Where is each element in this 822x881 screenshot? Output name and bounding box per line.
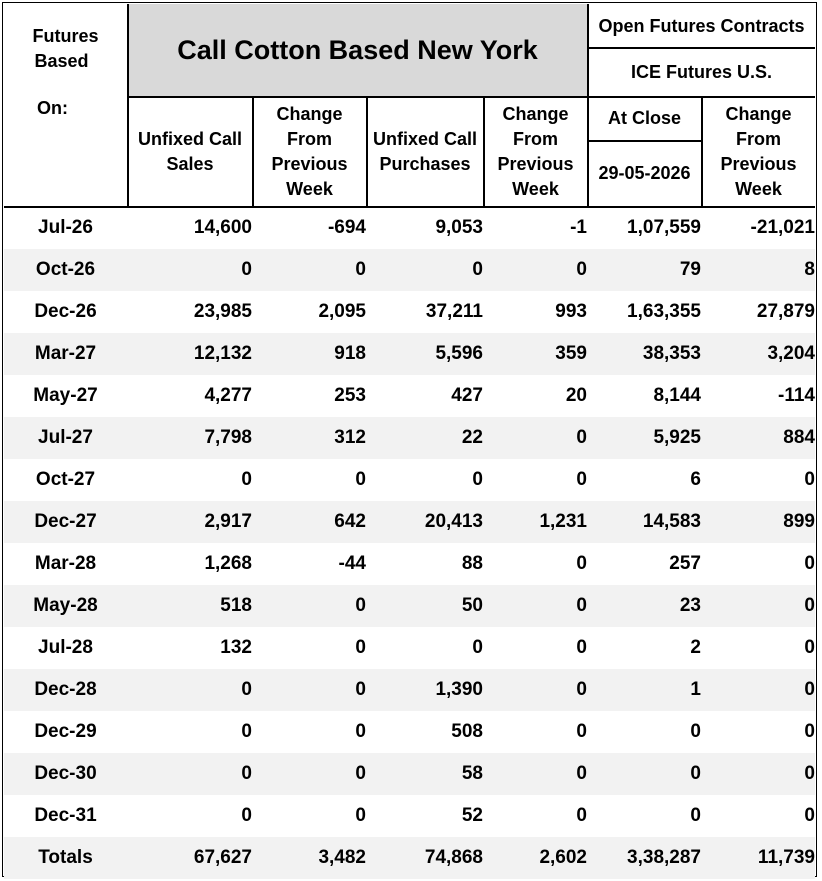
- close-chg-cell: 0: [701, 753, 815, 795]
- close-chg-cell: 0: [804, 553, 815, 574]
- close-chg-cell: 11,739: [701, 837, 815, 879]
- table-row: [4, 669, 815, 711]
- close-cell: 23: [587, 585, 701, 627]
- sales-cell: 23,985: [193, 301, 252, 322]
- purch-cell: 427: [451, 385, 483, 406]
- futures-based-line2: Based: [34, 51, 89, 71]
- sales-chg-cell: 0: [252, 249, 366, 291]
- purch-chg-cell: 993: [555, 301, 587, 322]
- table-row: [4, 459, 815, 501]
- sales-chg-cell: 918: [252, 333, 366, 375]
- close-chg-cell: 0: [804, 469, 815, 490]
- month-cell: Jul-28: [38, 637, 93, 658]
- divider: [588, 140, 701, 142]
- sales-cell: 2,917: [127, 501, 252, 543]
- table-row: [4, 291, 815, 333]
- close-chg-cell: 0: [804, 805, 815, 826]
- close-cell: 0: [587, 753, 701, 795]
- sales-chg-cell: 0: [355, 805, 366, 826]
- close-chg-cell: 0: [804, 637, 815, 658]
- purch-cell: 0: [472, 469, 483, 490]
- month-cell: Mar-27: [4, 333, 127, 375]
- table-row: [4, 375, 815, 417]
- divider: [588, 47, 815, 49]
- month-cell: Dec-26: [34, 301, 97, 322]
- month-cell: Dec-29: [34, 721, 97, 742]
- close-chg-cell: 899: [701, 501, 815, 543]
- purch-cell: 1,390: [366, 669, 483, 711]
- sales-change-header: Change From Previous Week: [271, 103, 348, 199]
- sales-cell: 518: [127, 585, 252, 627]
- close-chg-cell: 27,879: [756, 301, 815, 322]
- futures-based-line3: On:: [36, 98, 68, 118]
- futures-based-line1: Futures: [32, 26, 99, 46]
- close-cell: 79: [587, 249, 701, 291]
- close-chg-cell: -114: [778, 385, 815, 406]
- sales-cell: 0: [127, 669, 252, 711]
- sales-chg-cell: 253: [334, 385, 366, 406]
- sales-cell: 0: [127, 249, 252, 291]
- purch-chg-cell: 0: [483, 249, 587, 291]
- divider: [128, 96, 815, 98]
- table-row: [4, 753, 815, 795]
- sales-chg-cell: -694: [327, 217, 366, 238]
- sales-cell: 4,277: [204, 385, 252, 406]
- close-cell: 14,583: [587, 501, 701, 543]
- at-close-header: At Close: [607, 108, 681, 128]
- totals-row: [4, 837, 815, 879]
- divider: [483, 97, 485, 206]
- purch-chg-cell: 0: [576, 469, 587, 490]
- purch-chg-cell: 1,231: [483, 501, 587, 543]
- month-cell: Oct-26: [4, 249, 127, 291]
- table-row: [4, 543, 815, 585]
- purch-chg-cell: 0: [483, 753, 587, 795]
- purch-chg-cell: 0: [483, 585, 587, 627]
- table-row: [4, 585, 815, 627]
- table-row: [4, 795, 815, 837]
- purch-cell: 58: [366, 753, 483, 795]
- purch-cell: 37,211: [425, 301, 483, 322]
- sales-chg-cell: 0: [355, 637, 366, 658]
- purch-cell: 0: [472, 637, 483, 658]
- sales-cell: 12,132: [127, 333, 252, 375]
- sales-chg-cell: 3,482: [252, 837, 366, 879]
- contracts-table: [4, 207, 815, 879]
- month-cell: May-27: [33, 385, 98, 406]
- close-cell: 6: [690, 469, 701, 490]
- month-cell: Mar-28: [34, 553, 97, 574]
- sales-chg-cell: 0: [252, 669, 366, 711]
- table-row: [4, 501, 815, 543]
- purch-cell: 52: [461, 805, 483, 826]
- month-cell: Totals: [4, 837, 127, 879]
- close-cell: 257: [669, 553, 701, 574]
- purch-chg-cell: 0: [576, 637, 587, 658]
- close-change-header: Change From Previous Week: [720, 103, 797, 199]
- purch-cell: 88: [461, 553, 483, 574]
- close-cell: 1,07,559: [627, 217, 701, 238]
- sales-chg-cell: -44: [338, 553, 366, 574]
- purch-cell: 20,413: [366, 501, 483, 543]
- close-cell: 1,63,355: [627, 301, 701, 322]
- purch-cell: 508: [451, 721, 483, 742]
- close-cell: 5,925: [587, 417, 701, 459]
- close-chg-cell: 884: [701, 417, 815, 459]
- close-chg-cell: -21,021: [750, 217, 815, 238]
- month-cell: Dec-30: [4, 753, 127, 795]
- divider: [701, 97, 703, 206]
- close-cell: 3,38,287: [587, 837, 701, 879]
- month-cell: May-28: [4, 585, 127, 627]
- futures-based-header: [4, 4, 127, 206]
- close-date-header: 29-05-2026: [598, 163, 691, 183]
- purch-cell: 5,596: [366, 333, 483, 375]
- sales-chg-cell: 0: [252, 753, 366, 795]
- sales-cell: 1,268: [204, 553, 252, 574]
- table-row: [4, 333, 815, 375]
- open-futures-header: Open Futures Contracts: [598, 15, 805, 36]
- table-row: [4, 627, 815, 669]
- table-row: [4, 711, 815, 753]
- purch-chg-cell: 0: [576, 553, 587, 574]
- divider: [587, 4, 589, 206]
- table-row: [4, 249, 815, 291]
- purch-cell: 0: [366, 249, 483, 291]
- purchases-change-header: Change From Previous Week: [497, 103, 574, 199]
- sales-cell: 7,798: [127, 417, 252, 459]
- sales-chg-cell: 642: [252, 501, 366, 543]
- table-title: Call Cotton Based New York: [128, 4, 587, 96]
- sales-cell: 0: [241, 721, 252, 742]
- close-cell: 0: [690, 805, 701, 826]
- divider: [252, 97, 254, 206]
- purch-chg-cell: 0: [576, 805, 587, 826]
- purch-cell: 9,053: [435, 217, 483, 238]
- table-row: [4, 417, 815, 459]
- purch-chg-cell: 20: [565, 385, 587, 406]
- divider: [127, 4, 129, 206]
- close-chg-cell: 8: [701, 249, 815, 291]
- sales-cell: 132: [220, 637, 252, 658]
- sales-cell: 0: [241, 805, 252, 826]
- sales-cell: 0: [241, 469, 252, 490]
- month-cell: Dec-28: [4, 669, 127, 711]
- purch-chg-cell: 359: [483, 333, 587, 375]
- purch-chg-cell: 0: [576, 721, 587, 742]
- purch-chg-cell: 0: [483, 417, 587, 459]
- unfixed-call-sales-header: Unfixed Call Sales: [137, 128, 243, 174]
- close-chg-cell: 0: [701, 669, 815, 711]
- close-cell: 38,353: [587, 333, 701, 375]
- purch-chg-cell: 0: [483, 669, 587, 711]
- exchange-header: ICE Futures U.S.: [630, 62, 773, 82]
- sales-cell: 67,627: [127, 837, 252, 879]
- sales-cell: 14,600: [193, 217, 252, 238]
- divider: [366, 97, 368, 206]
- purch-cell: 74,868: [366, 837, 483, 879]
- month-cell: Jul-26: [38, 217, 93, 238]
- month-cell: Dec-27: [4, 501, 127, 543]
- month-cell: Jul-27: [4, 417, 127, 459]
- table-row: [4, 207, 815, 249]
- sales-chg-cell: 2,095: [318, 301, 366, 322]
- purch-chg-cell: 2,602: [483, 837, 587, 879]
- close-chg-cell: 3,204: [701, 333, 815, 375]
- month-cell: Oct-27: [35, 469, 96, 490]
- sales-chg-cell: 0: [355, 721, 366, 742]
- purch-cell: 22: [366, 417, 483, 459]
- close-cell: 0: [690, 721, 701, 742]
- close-chg-cell: 0: [701, 585, 815, 627]
- close-cell: 1: [587, 669, 701, 711]
- close-cell: 2: [690, 637, 701, 658]
- month-cell: Dec-31: [34, 805, 97, 826]
- purch-cell: 50: [366, 585, 483, 627]
- unfixed-call-purchases-header: Unfixed Call Purchases: [372, 128, 478, 174]
- sales-chg-cell: 0: [252, 585, 366, 627]
- sales-cell: 0: [127, 753, 252, 795]
- purch-chg-cell: -1: [570, 217, 587, 238]
- close-chg-cell: 0: [804, 721, 815, 742]
- sales-chg-cell: 312: [252, 417, 366, 459]
- close-cell: 8,144: [653, 385, 701, 406]
- sales-chg-cell: 0: [355, 469, 366, 490]
